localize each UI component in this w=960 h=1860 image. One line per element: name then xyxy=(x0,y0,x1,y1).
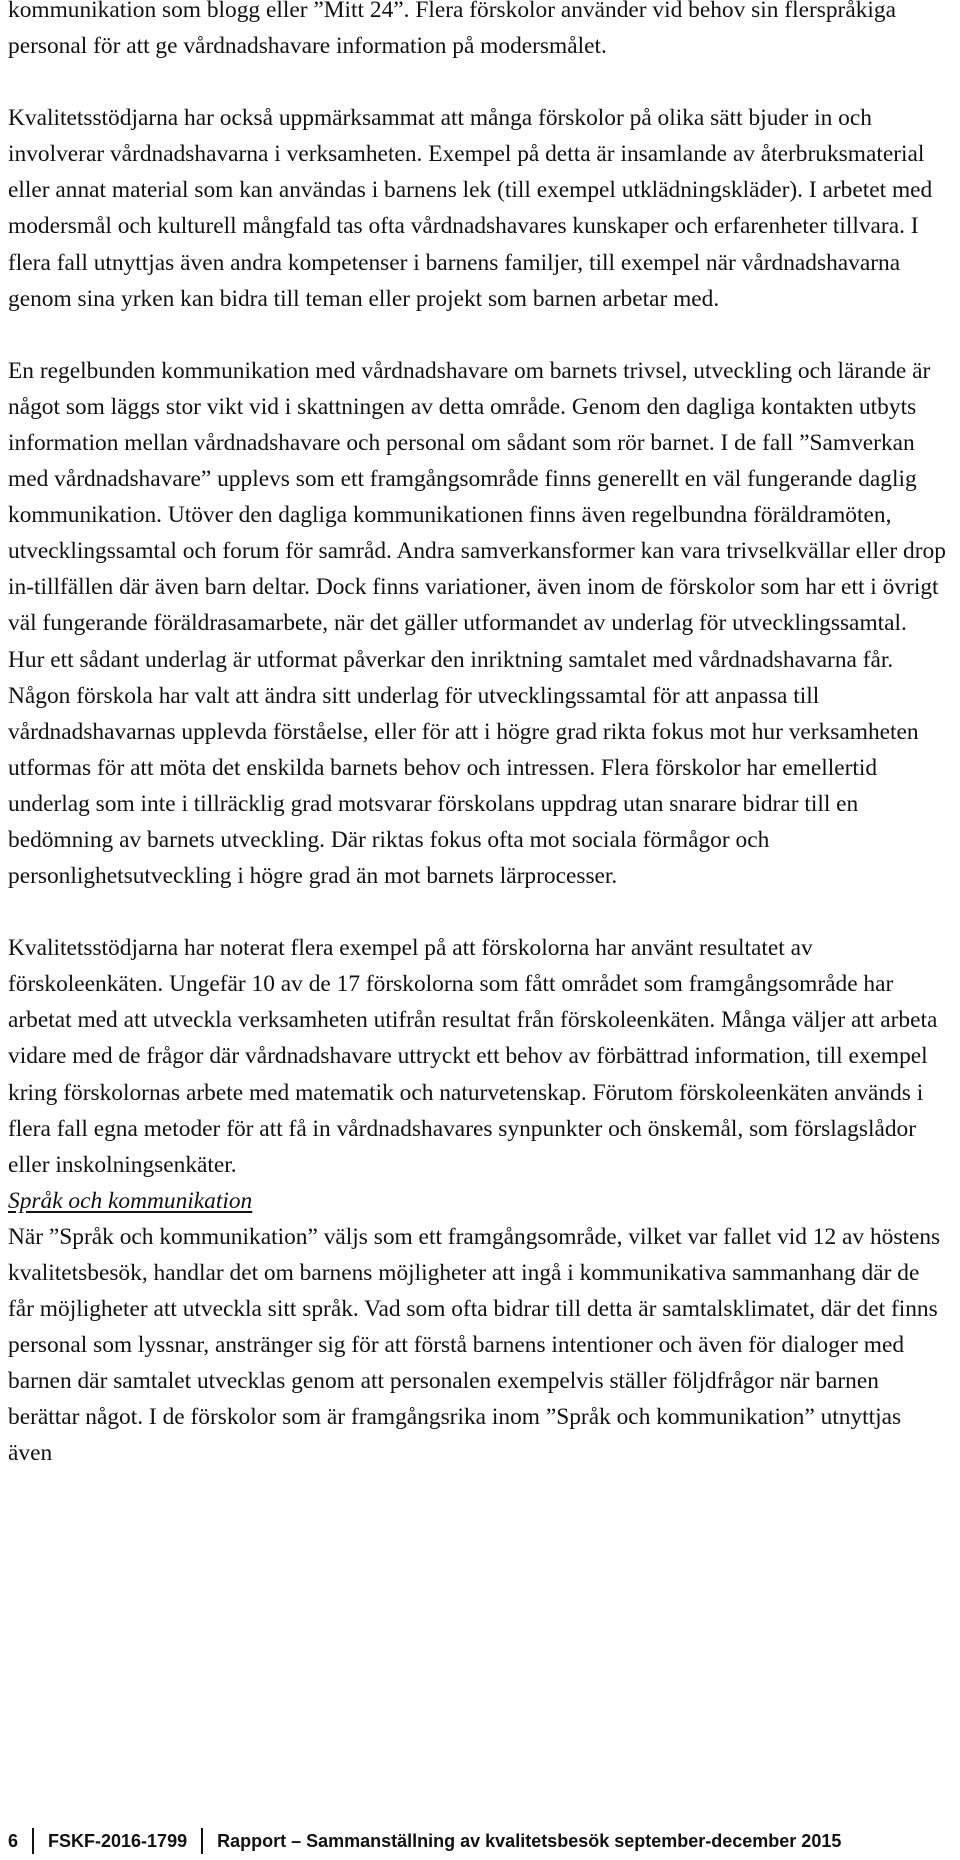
page-number: 6 xyxy=(8,1830,19,1851)
paragraph-involvement: Kvalitetsstödjarna har också uppmärksammat att många förskolor på olika sätt bjuder in och involverar vårdnadshavarna i verksamheten. Exempel på detta är insamlande av återbruksmaterial eller annat material som kan användas i barnens lek (till exempel utklädningskläder). I arbetet med modersmål och kulturell mångfald tas ofta vårdnadshavares kunskaper och erfarenheter tillvara. I flera fall utnyttjas även andra kompetenser i barnens familjer, till exempel när vårdnadshavarna genom sina yrken kan bidra till teman eller projekt som barnen arbetar med. xyxy=(8,105,933,312)
footer-doc-id: FSKF-2016-1799 xyxy=(48,1830,188,1851)
footer-divider xyxy=(201,1828,203,1854)
paragraph-language: När ”Språk och kommunikation” väljs som ett framgångsområde, vilket var fallet vid 12 av höstens kvalitetsbesök, handlar det om barnens möjligheter att ingå i kommunikativa sammanhang där de får möjligheter att utveckla sitt språk. Vad som ofta bidrar till detta är samtalsklimatet, där det finns personal som lyssnar, anstränger sig för att förstå barnens intentioner och även för dialoger med barnen där samtalet utvecklas genom att personalen exempelvis ställer följdfrågor när barnen berättar något. I de förskolor som är framgångsrika inom ”Språk och kommunikation” utnyttjas även xyxy=(8,1223,941,1467)
paragraph-communication: En regelbunden kommunikation med vårdnadshavare om barnets trivsel, utveckling och lärande är något som läggs stor vikt vid i skattningen av detta område. Genom den dagliga kontakten utbyts information mellan vårdnadshavare och personal om sådant som rör barnet. I de fall ”Samverkan med vårdnadshavare” upplevs som ett framgångsområde finns generellt en väl fungerande daglig kommunikation. Utöver den dagliga kommunikationen finns även regelbundna föräldramöten, utvecklingssamtal och forum för samråd. Andra samverkansformer kan vara trivselkvällar eller drop in-tillfällen där även barn deltar. Dock finns variationer, även inom de förskolor som har ett i övrigt väl fungerande föräldrasamarbete, när det gäller utformandet av underlag för utvecklingssamtal. Hur ett sådant underlag är utformat påverkar den inriktning samtalet med vårdnadshavarna får. Någon förskola har valt att ändra sitt underlag för utvecklingssamtal för att anpassa till vårdnadshavarnas upplevda förståelse, eller för att i högre grad rikta fokus mot hur verksamheten utformas för att möta det enskilda barnets behov och intressen. Flera förskolor har emellertid underlag som inte i tillräcklig grad motsvarar förskolans uppdrag utan snarare bidrar till en bedömning av barnets utveckling. Där riktas fokus ofta mot sociala förmågor och personlighetsutveckling i högre grad än mot barnets lärprocesser. xyxy=(8,357,946,890)
section-heading: Språk och kommunikation xyxy=(8,1187,253,1214)
paragraph-survey: Kvalitetsstödjarna har noterat flera exempel på att förskolorna har använt resultatet av förskoleenkäten. Ungefär 10 av de 17 förskolorna som fått området som framgångsområde har arbetat med att utveckla verksamheten utifrån resultat från förskoleenkäten. Många väljer att arbeta vidare med de frågor där vårdnadshavare uttryckt ett behov av förbättrad information, till exempel kring förskolornas arbete med matematik och naturvetenskap. Förutom förskoleenkäten används i flera fall egna metoder för att få in vårdnadshavares synpunkter och önskemål, som förslagslådor eller inskolningsenkäter. xyxy=(8,935,938,1178)
footer-report-title: Rapport – Sammanställning av kvalitetsbesök september-december 2015 xyxy=(217,1830,842,1851)
footer-divider xyxy=(32,1828,34,1854)
page-footer xyxy=(8,1828,938,1854)
paragraph-continuation: kommunikation som blogg eller ”Mitt 24”. Flera förskolor använder vid behov sin flerspråkiga personal för att ge vårdnadshavare information på modersmålet. xyxy=(8,0,896,60)
document-body xyxy=(8,0,946,1472)
